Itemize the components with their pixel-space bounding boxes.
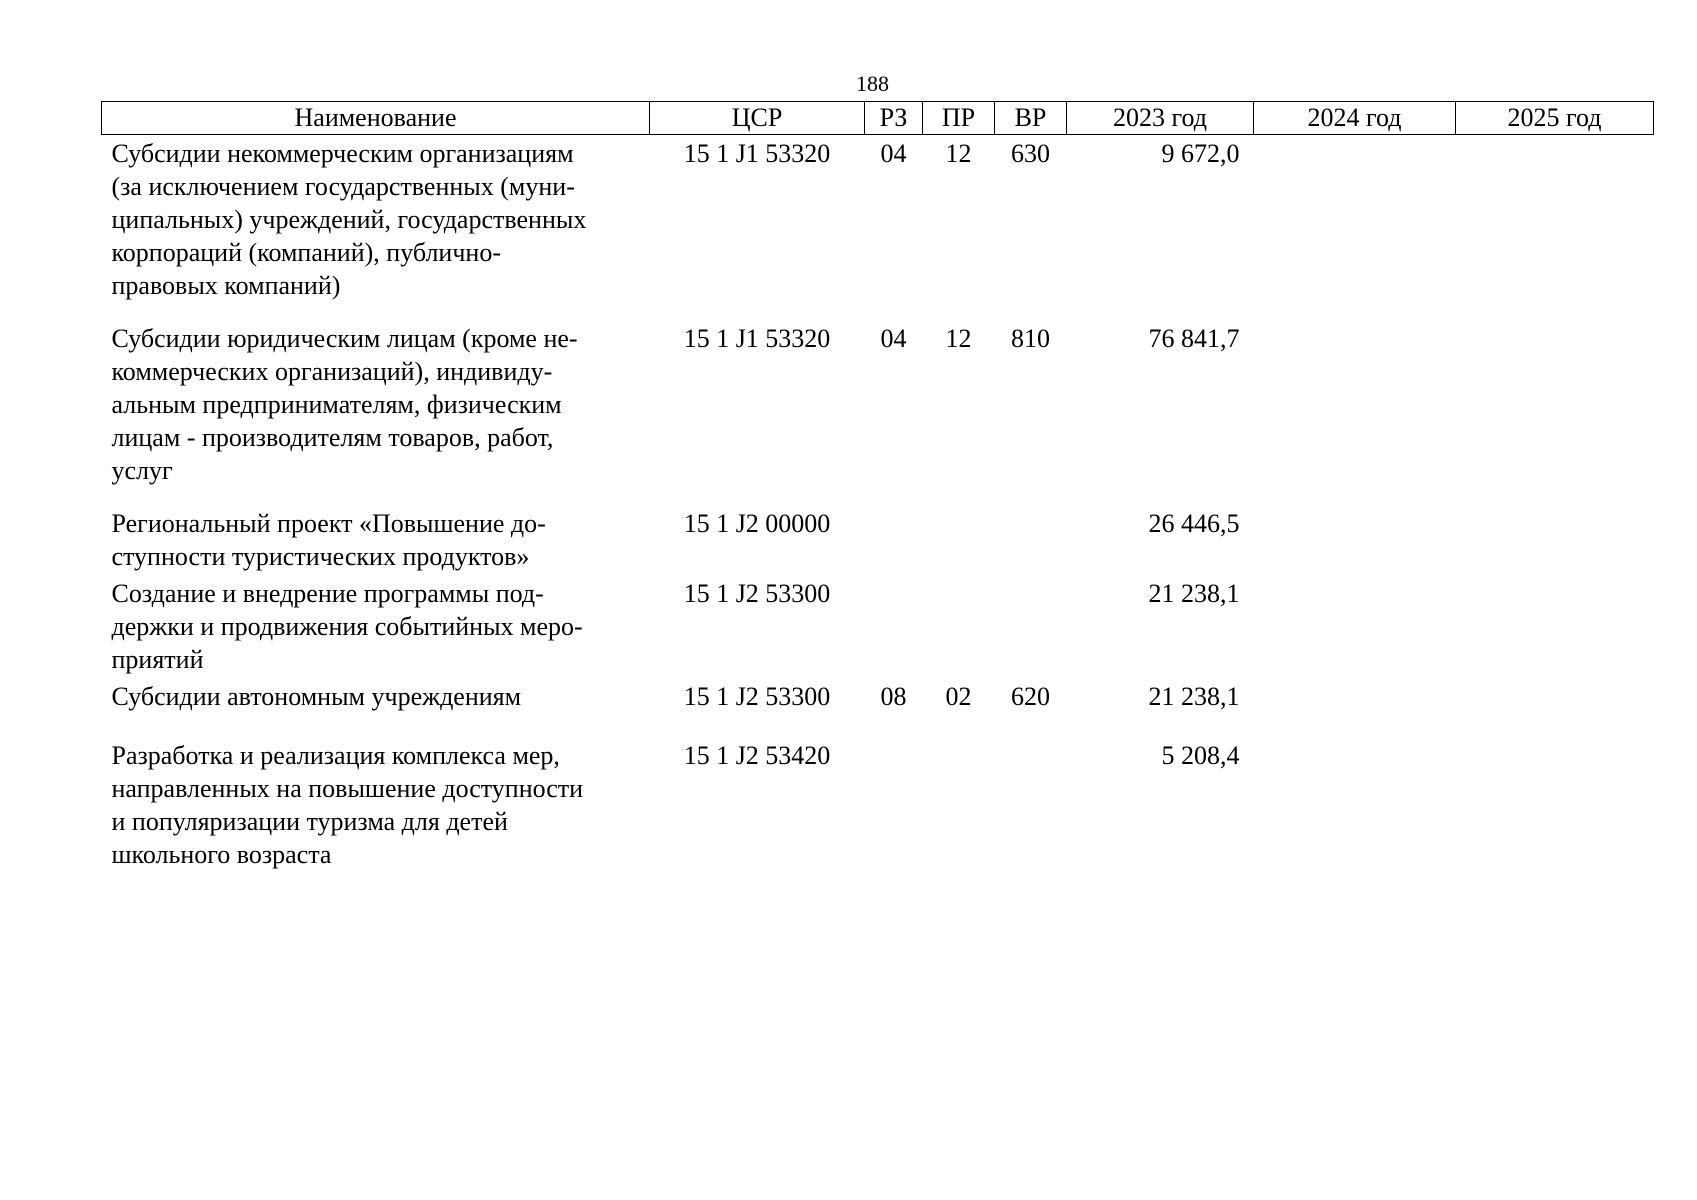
row-name-line: Разработка и реализация комплекса мер, <box>111 741 560 770</box>
table-row <box>102 322 1654 507</box>
row-csr: 15 1 J1 53320 <box>683 324 831 353</box>
row-name-line: Субсидии некоммерческим организациям <box>111 139 574 168</box>
row-csr: 15 1 J2 53300 <box>683 682 831 711</box>
row-name-line: Создание и внедрение программы под- <box>111 579 544 608</box>
header-name: Наименование <box>102 102 650 135</box>
row-name-line: Региональный проект «Повышение до- <box>111 509 546 538</box>
row-vr <box>995 739 1067 871</box>
row-vr <box>995 577 1067 680</box>
header-rz: РЗ <box>865 102 923 135</box>
row-vr <box>995 507 1067 577</box>
row-rz: 04 <box>880 139 907 168</box>
row-name-line: альным предпринимателям, физическим <box>111 390 562 419</box>
row-2023: 9 672,0 <box>1161 139 1240 168</box>
row-pr <box>923 577 995 680</box>
row-2025 <box>1456 507 1654 577</box>
row-2023: 21 238,1 <box>1148 579 1240 608</box>
row-rz: 04 <box>880 324 907 353</box>
row-pr: 12 <box>945 324 972 353</box>
row-name-line: и популяризации туризма для детей <box>111 807 508 836</box>
row-rz <box>865 577 923 680</box>
table-row <box>102 507 1654 577</box>
row-2025 <box>1456 680 1654 739</box>
row-2024 <box>1254 322 1456 507</box>
row-name-line: лицам - производителям товаров, работ, <box>111 423 554 452</box>
table-row <box>102 739 1654 871</box>
header-csr: ЦСР <box>650 102 865 135</box>
row-rz: 08 <box>880 682 907 711</box>
budget-table <box>101 101 1654 871</box>
row-pr <box>923 507 995 577</box>
row-rz <box>865 507 923 577</box>
row-2024 <box>1254 135 1456 323</box>
table-row <box>102 135 1654 323</box>
row-vr: 630 <box>1011 139 1050 168</box>
row-2025 <box>1456 135 1654 323</box>
row-name-line: услуг <box>111 456 173 485</box>
row-2025 <box>1456 322 1654 507</box>
row-2024 <box>1254 739 1456 871</box>
row-vr: 810 <box>1011 324 1050 353</box>
row-name-line: направленных на повышение доступности <box>111 774 584 803</box>
header-vr: ВР <box>995 102 1067 135</box>
header-pr: ПР <box>923 102 995 135</box>
row-name <box>102 322 650 507</box>
row-2023: 5 208,4 <box>1161 741 1240 770</box>
row-name <box>102 739 650 871</box>
row-name-line: (за исключением государственных (муни- <box>111 172 575 201</box>
row-2023: 21 238,1 <box>1148 682 1240 711</box>
row-vr: 620 <box>1011 682 1050 711</box>
row-name-line: коммерческих организаций), индивиду- <box>111 357 553 386</box>
row-2025 <box>1456 739 1654 871</box>
row-csr: 15 1 J1 53320 <box>683 139 831 168</box>
header-2024: 2024 год <box>1254 102 1456 135</box>
row-name-line: ступности туристических продуктов» <box>111 542 530 571</box>
table-row <box>102 680 1654 739</box>
row-name-line: Субсидии юридическим лицам (кроме не- <box>111 324 578 353</box>
row-name-line: ципальных) учреждений, государственных <box>111 205 587 234</box>
row-2024 <box>1254 680 1456 739</box>
header-2023: 2023 год <box>1067 102 1254 135</box>
row-csr: 15 1 J2 53420 <box>683 741 831 770</box>
row-name-line: правовых компаний) <box>111 271 341 300</box>
row-pr <box>923 739 995 871</box>
row-2024 <box>1254 577 1456 680</box>
row-name-line: приятий <box>111 645 204 674</box>
row-name <box>102 680 650 739</box>
row-2025 <box>1456 577 1654 680</box>
row-pr: 02 <box>945 682 972 711</box>
row-name <box>102 507 650 577</box>
row-csr: 15 1 J2 00000 <box>683 509 831 538</box>
row-csr: 15 1 J2 53300 <box>683 579 831 608</box>
table-body <box>102 135 1654 872</box>
header-2025: 2025 год <box>1456 102 1654 135</box>
row-rz <box>865 739 923 871</box>
row-2023: 76 841,7 <box>1148 324 1240 353</box>
row-name-line: школьного возраста <box>111 840 332 869</box>
row-2023: 26 446,5 <box>1148 509 1240 538</box>
row-name <box>102 577 650 680</box>
row-pr: 12 <box>945 139 972 168</box>
row-name-line: Субсидии автономным учреждениям <box>111 682 522 711</box>
row-name-line: держки и продвижения событийных меро- <box>111 612 583 641</box>
table-header-row <box>102 102 1654 135</box>
page-number: 188 <box>856 71 889 96</box>
row-name-line: корпораций (компаний), публично- <box>111 238 501 267</box>
row-2024 <box>1254 507 1456 577</box>
row-name <box>102 135 650 323</box>
table-row <box>102 577 1654 680</box>
